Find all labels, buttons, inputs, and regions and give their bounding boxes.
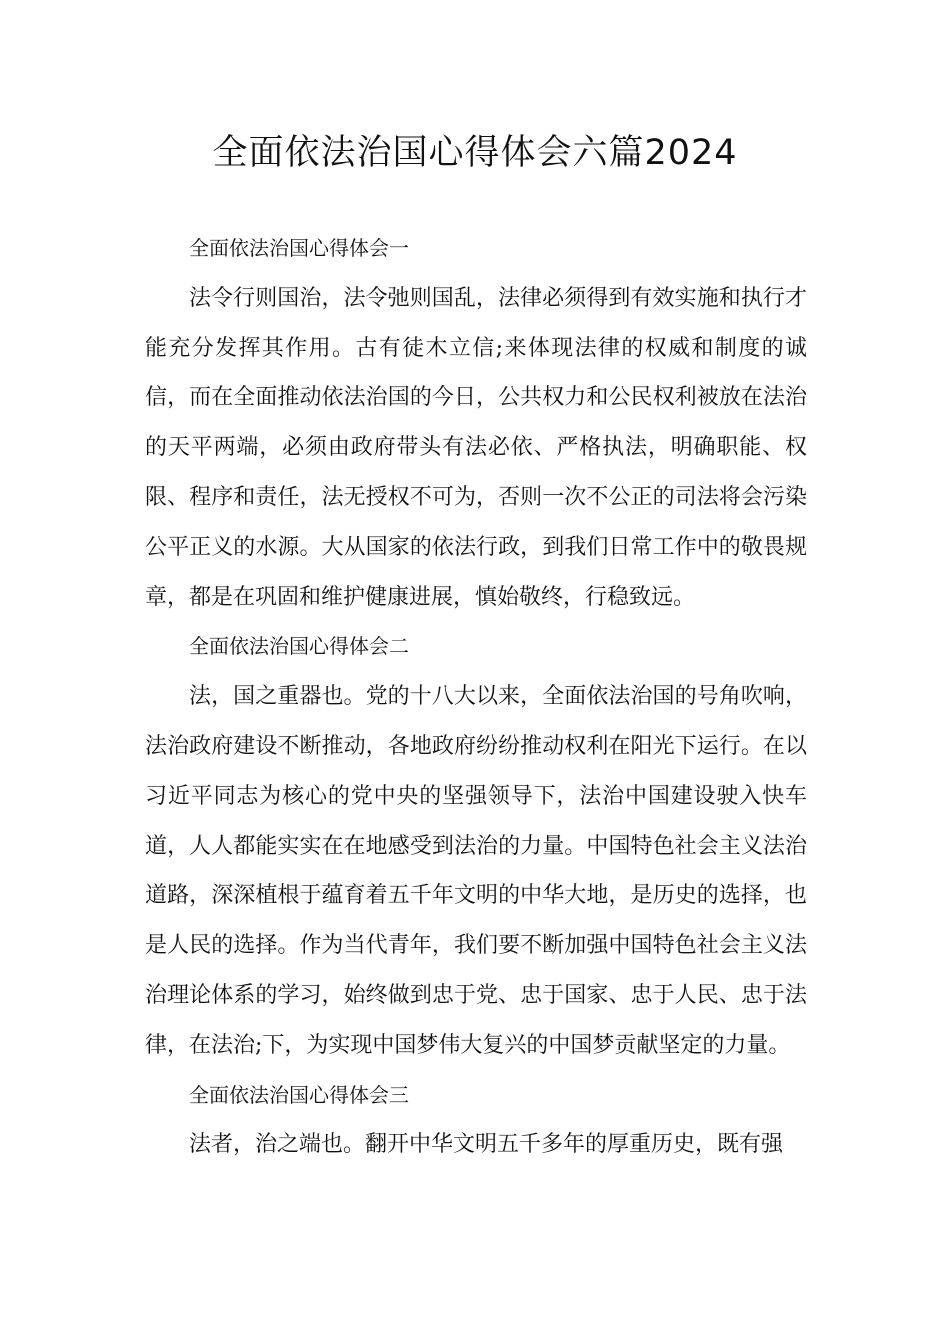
section-paragraph-1: 法令行则国治，法令弛则国乱，法律必须得到有效实施和执行才能充分发挥其作用。古有徒木立信;来体现法律的权威和制度的诚信，而在全面推动依法治国的今日，公共权力和公民权利被放在法治的天平两端，必须由政府带头有法必依、严格执法，明确职能、权限、程序和责任，法无授权不可为，否则一次不公正的司法将会污染公平正义的水源。大从国家的依法行政，到我们日常工作中的敬畏规章，都是在巩固和维护健康进展，慎始敬终，行稳致远。	[145, 285, 807, 610]
document-title: 全面依法治国心得体会六篇2024	[212, 133, 738, 173]
section-heading-1: 全面依法治国心得体会一	[189, 236, 409, 260]
section-paragraph-3: 法者，治之端也。翻开中华文明五千多年的厚重历史，既有强	[189, 1132, 784, 1158]
document-body	[145, 224, 807, 1170]
section-paragraph-2: 法，国之重器也。党的十八大以来，全面依法治国的号角吹响，法治政府建设不断推动，各地政府纷纷推动权利在阳光下运行。在以习近平同志为核心的党中央的坚强领导下，法治中国建设驶入快车道，人人都能实实在在地感受到法治的力量。中国特色社会主义法治道路，深深植根于蕴育着五千年文明的中华大地，是历史的选择，也是人民的选择。作为当代青年，我们要不断加强中国特色社会主义法治理论体系的学习，始终做到忠于党、忠于国家、忠于人民、忠于法律，在法治;下，为实现中国梦伟大复兴的中国梦贡献坚定的力量。	[145, 684, 807, 1058]
section-heading-2: 全面依法治国心得体会二	[189, 634, 409, 659]
section-heading-3: 全面依法治国心得体会三	[189, 1082, 409, 1107]
